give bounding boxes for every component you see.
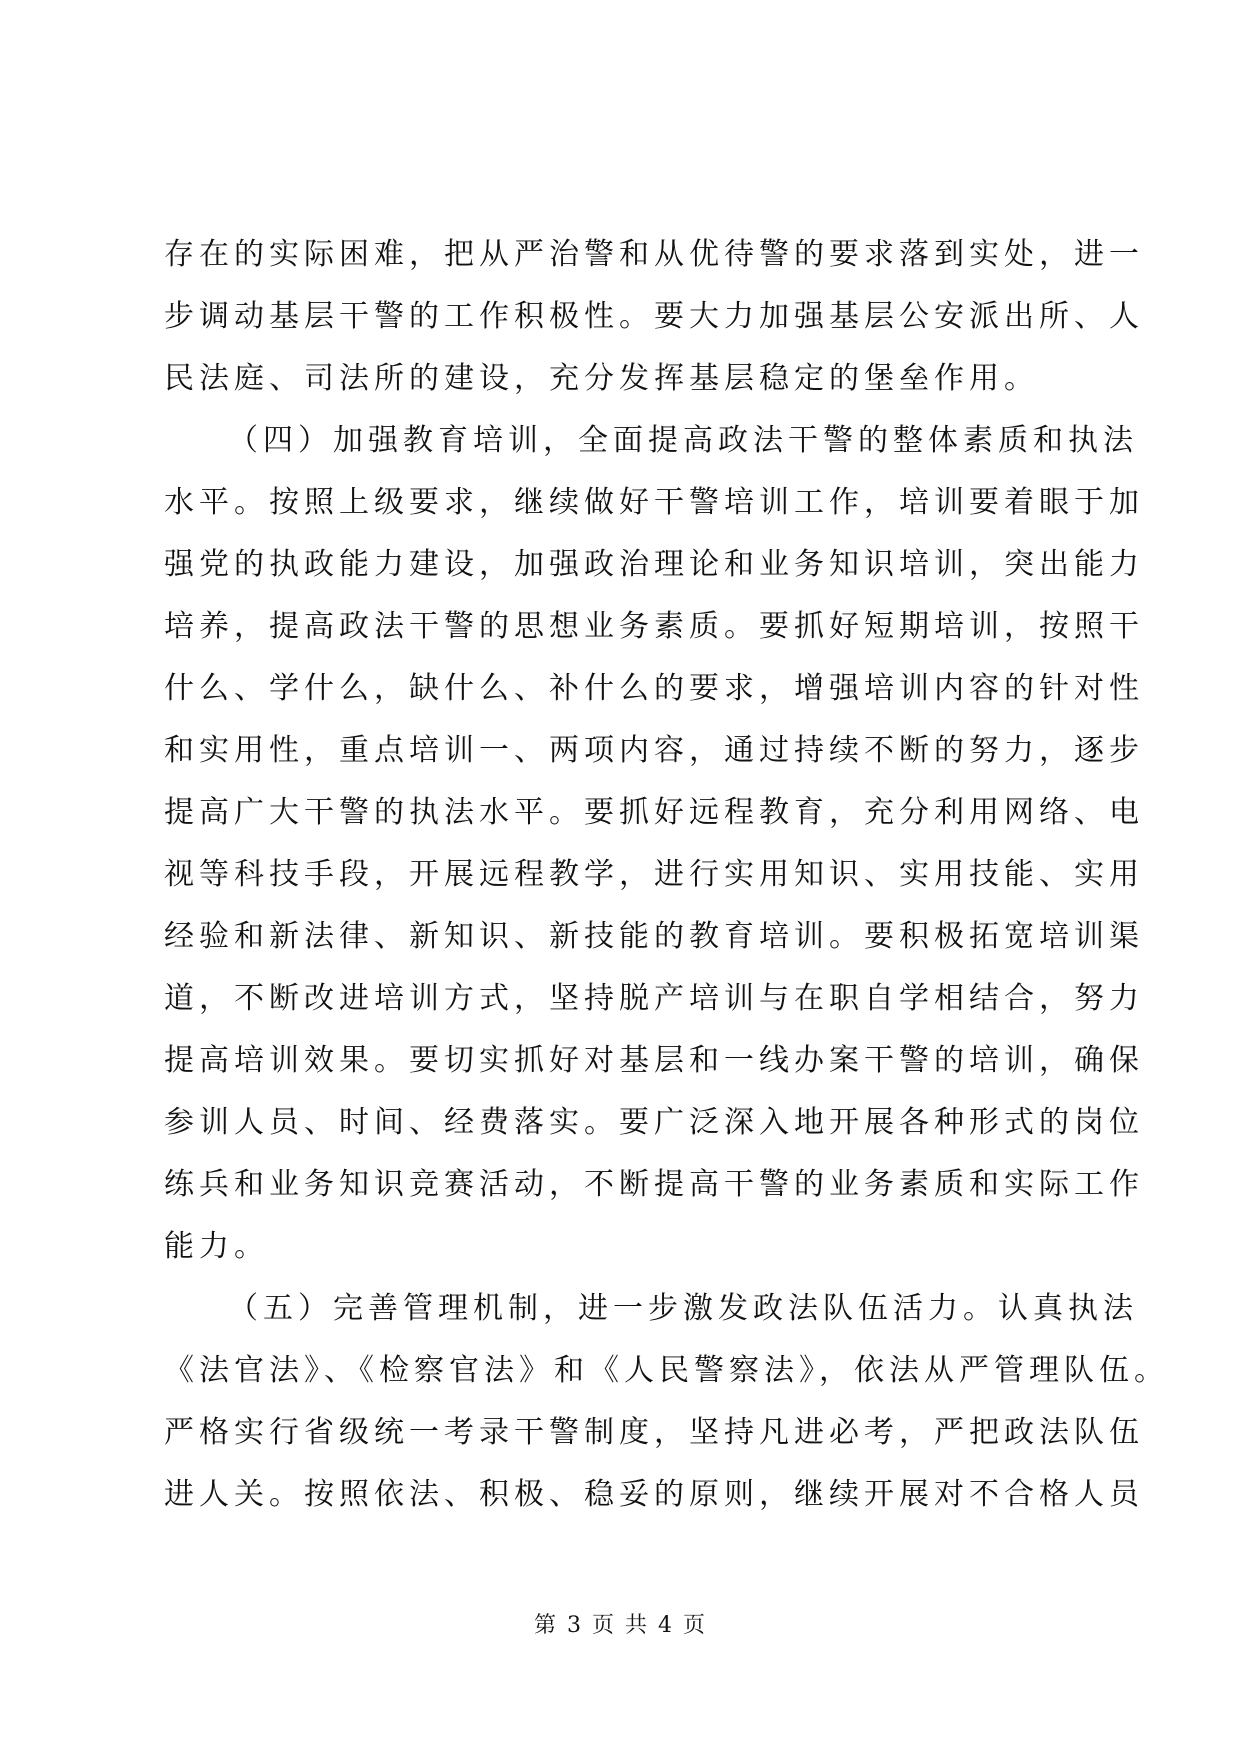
text-line: 存在的实际困难，把从严治警和从优待警的要求落到实处，进一 <box>164 237 1144 272</box>
text-line: 什么、学什么，缺什么、补什么的要求，增强培训内容的针对性 <box>164 671 1144 706</box>
text-line: 和实用性，重点培训一、两项内容，通过持续不断的努力，逐步 <box>164 733 1144 768</box>
text-line: 道，不断改进培训方式，坚持脱产培训与在职自学相结合，努力 <box>164 981 1144 1016</box>
page-number-footer: 第 3 页 共 4 页 <box>534 1613 707 1638</box>
text-line: 进人关。按照依法、积极、稳妥的原则，继续开展对不合格人员 <box>164 1477 1144 1512</box>
section-heading-line: （四）加强教育培训，全面提高政法干警的整体素质和执法 <box>228 423 1138 458</box>
text-line: 参训人员、时间、经费落实。要广泛深入地开展各种形式的岗位 <box>164 1105 1144 1140</box>
text-line: 步调动基层干警的工作积极性。要大力加强基层公安派出所、人 <box>164 299 1144 334</box>
text-line: 提高培训效果。要切实抓好对基层和一线办案干警的培训，确保 <box>164 1043 1144 1078</box>
text-line: 培养，提高政法干警的思想业务素质。要抓好短期培训，按照干 <box>164 609 1144 644</box>
text-line: 严格实行省级统一考录干警制度，坚持凡进必考，严把政法队伍 <box>164 1415 1144 1450</box>
text-line: 强党的执政能力建设，加强政治理论和业务知识培训，突出能力 <box>164 547 1144 582</box>
section-heading-line: （五）完善管理机制，进一步激发政法队伍活力。认真执法 <box>228 1291 1138 1326</box>
text-line: 能力。 <box>164 1229 269 1264</box>
text-line: 水平。按照上级要求，继续做好干警培训工作，培训要着眼于加 <box>164 485 1144 520</box>
text-line: 练兵和业务知识竞赛活动，不断提高干警的业务素质和实际工作 <box>164 1167 1144 1202</box>
text-line: 提高广大干警的执法水平。要抓好远程教育，充分利用网络、电 <box>164 795 1144 830</box>
text-line: 经验和新法律、新知识、新技能的教育培训。要积极拓宽培训渠 <box>164 919 1144 954</box>
text-line: 视等科技手段，开展远程教学，进行实用知识、实用技能、实用 <box>164 857 1144 892</box>
document-body <box>164 224 1169 1526</box>
text-line: 民法庭、司法所的建设，充分发挥基层稳定的堡垒作用。 <box>164 361 1039 396</box>
text-line: 《法官法》、《检察官法》和《人民警察法》，依法从严管理队伍。 <box>164 1353 1169 1388</box>
